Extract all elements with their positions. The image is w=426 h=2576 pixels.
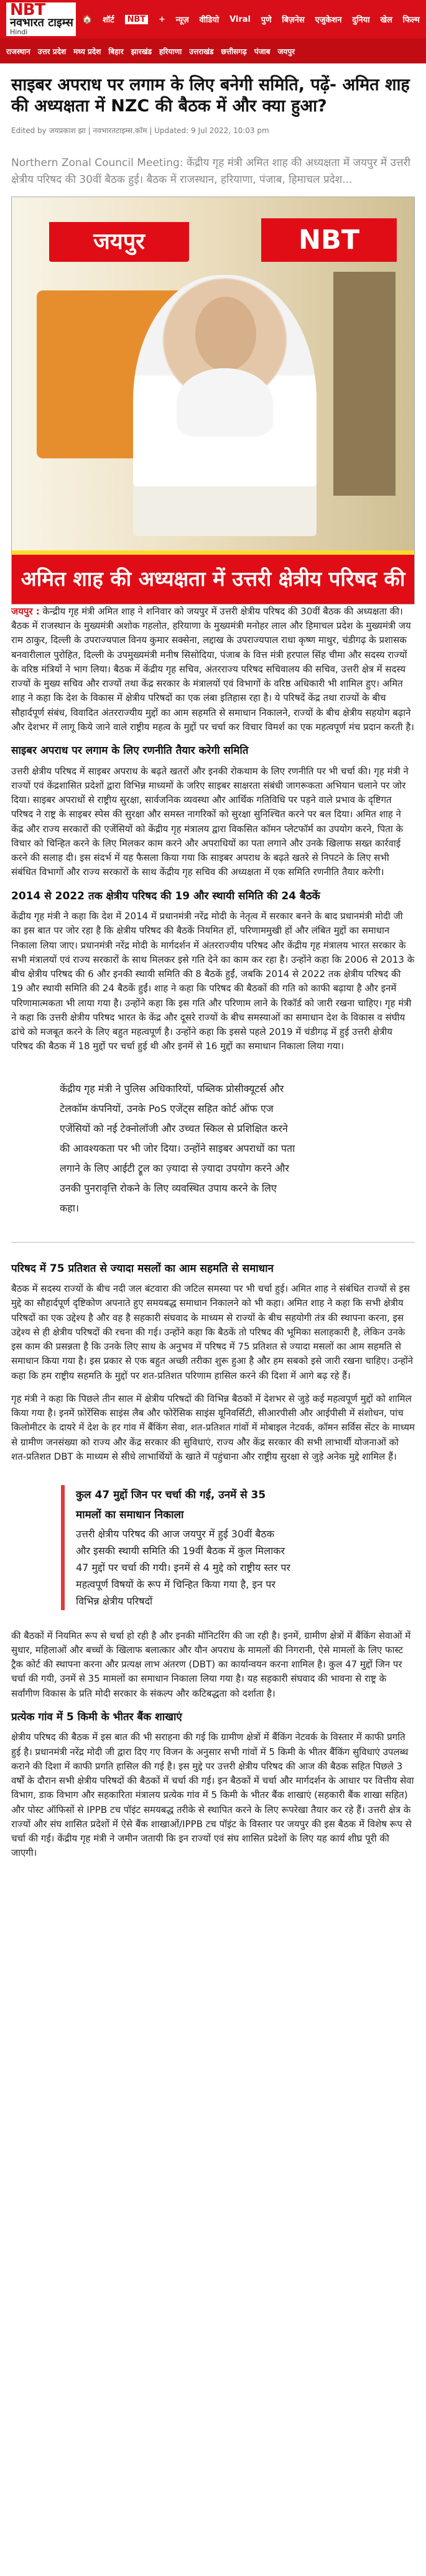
article-paragraph-5: गृह मंत्री ने कहा कि पिछले तीन साल में क्षेत्रीय परिषदों की विभिन्न बैठकों में देशभर से जुड़े कई महत्वपूर्ण मुद्दों को शामिल किया गया है। इनमें फ़ोरेंसिक साइंस लैब और फोरेंसिक साइंस यूनिवर्सिटी, सीआरपीसी और आईपीसी में संशोधन, पांच किलोमीटर के दायरे में देश के हर गांव में बैंकिंग सेवा, शत-प्रतिशत गांवों में मोबाइल नेटवर्क, कॉमन सर्विस सेंटर के माध्यम से ग्रामीण जनसंख्या को राज्य और केंद्र सरकार की सुविधाएं, राज्य और केंद्र सरकार की सभी लाभार्थी योजनाओं को शत-प्रतिशत DBT के माध्यम से सीधे लाभार्थियों के खाते में पहुंचाना और राष्ट्रीय सुरक्षा से जुड़े अनेक मुद्दे शामिल हैं।: [11, 1392, 415, 1462]
logo-mark: NBT: [10, 1, 45, 19]
hero-caption: अमित शाह की अध्यक्षता में उत्तरी क्षेत्रीय परिषद की: [12, 554, 414, 604]
highlight-box: [61, 1485, 291, 1610]
subnav-uttarakhand[interactable]: उत्तराखंड: [189, 47, 214, 56]
amit-shah-photo: [133, 275, 317, 536]
article-summary: Northern Zonal Council Meeting: केंद्रीय गृह मंत्री अमित शाह की अध्यक्षता में जयपुर में उत्तरी क्षेत्रीय परिषद की 30वीं बैठक हुई। बैठक में राजस्थान, हरियाणा, पंजाब, हिमाचल प्रदेश...: [11, 157, 410, 186]
nav-nbt[interactable]: NBT: [125, 15, 149, 24]
article-main: [0, 63, 426, 1861]
state-navigation: [0, 39, 426, 63]
nav-pune[interactable]: पुणे: [261, 16, 272, 25]
nav-business[interactable]: बिज़नेस: [282, 16, 305, 25]
nav-film[interactable]: फिल्म: [402, 16, 420, 25]
subnav-bihar[interactable]: बिहार: [108, 47, 124, 56]
dateline: जयपुर :: [11, 605, 40, 617]
logo-title: नवभारत टाइम्स: [10, 16, 73, 29]
nav-shorts[interactable]: शॉर्ट: [102, 16, 114, 25]
subnav-mp[interactable]: मध्य प्रदेश: [73, 47, 101, 56]
article-paragraph-4: बैठक में सदस्य राज्यों के बीच नदी जल बंटवारा की जटिल समस्या पर भी चर्चा हुई। अमित शाह ने संबंधित राज्यों से इस मुद्दे का सौहार्दपूर्ण दृष्टिकोण अपनाते हुए समयबद्ध समाधान निकालने को भी कहा। अमित शाह ने कहा कि सभी क्षेत्रीय परिषदों का एक उद्देश्य है और वह है सहकारी संघवाद के माध्यम से राज्यों के बीच सहयोगी तंत्र की स्थापना करना, इस उद्देश्य से ही क्षेत्रीय परिषदों की रचना की गई। उन्होंने कहा कि बैठकें तो परिषद की भूमिका सलाहकारी है, लेकिन उनके इस काम की प्रसन्नता है कि उनके लिए साथ के अनुभव में परिषद में 75 प्रतिशत से ज्यादा मसलों का आम सहमति से समाधान किया गया है। इस प्रकार से एक बहुत अच्छी तरीका शुरू हुआ है और हम सबको इसे जारी रखना चाहिए। उन्होंने कहा कि हम राष्ट्रीय सहमति के मुद्दों पर शत-प्रतिशत परिणाम हासिल करने की दिशा में आगे बढ़ रहे हैं।: [11, 1283, 414, 1381]
highlight-body: उत्तरी क्षेत्रीय परिषद की आज जयपुर में हुई 30वीं बैठक और इसकी स्थायी समिति की 19वीं बैठक में कुल मिलाकर 47 मुद्दों पर चर्चा की गयी। इनमें से 4 मुद्दे को राष्ट्रीय स्तर पर महत्वपूर्ण विषयों के रूप में चिन्हित किया गया है, इन पर विभिन्न क्षेत्रीय परिषदों: [76, 1527, 290, 1608]
article-paragraph-7: क्षेत्रीय परिषद की बैठक में इस बात की भी सराहना की गई कि ग्रामीण क्षेत्रों में बैंकिंग नेटवर्क के विस्तार में काफी प्रगति हुई है। प्रधानमंत्री नरेंद्र मोदी जी द्वारा दिए गए विजन के अनुसार सभी गांवों में 5 किमी के भीतर बैंकिंग सुविधाएं उपलब्ध कराने की दिशा में काफी प्रगति हासिल की गई है। इस मुद्दे पर उत्तरी क्षेत्रीय परिषद की आज की बैठक सहित पिछले 3 वर्षों के दौरान सभी क्षेत्रीय परिषदों की बैठकों में चर्चा की गई। इन बैठकों में चर्चा और मार्गदर्शन के आधार पर वित्तीय सेवा विभाग, डाक विभाग और सहकारिता मंत्रालय प्रत्येक गांव में 5 किमी के भीतर बैंक शाखाएं (सहकारी बैंक शाखा सहित) और पोस्ट ऑफिसों से IPPB टच पॉइंट समयबद्ध तरीके से स्थापित करने के लिए रूपरेखा तैयार कर रहे हैं। उत्तरी क्षेत्र के राज्यों और संघ शासित प्रदेशों में ऐसे बैंक शाखाओं/IPPB टच पॉइंट के विस्तार पर जयपुर की इस बैठक में विशेष रूप से चर्चा की गई। केंद्रीय गृह मंत्री ने जमीन जतायी कि इन राज्यों एवं संघ शासित प्रदेशों के लिए यह कार्य शीघ्र पूरी की जाएगी।: [11, 1731, 414, 1859]
subnav-jharkhand[interactable]: झारखंड: [131, 47, 152, 56]
nav-video[interactable]: वीडियो: [199, 16, 220, 25]
subnav-rajasthan[interactable]: राजस्थान: [6, 47, 30, 56]
section-title-consensus: परिषद में 75 प्रतिशत से ज्यादा मसलों का आम सहमति से समाधान: [11, 1262, 274, 1275]
subnav-up[interactable]: उत्तर प्रदेश: [37, 47, 67, 56]
section-divider: [11, 1242, 415, 1243]
article-paragraph-6: की बैठकों में नियमित रूप से चर्चा हो रही है और इनकी मॉनिटरिंग की जा रही है। इनमें, ग्रामीण क्षेत्रों में बैंकिंग सेवाओं में सुधार, महिलाओं और बच्चों के खिलाफ बलात्कार और यौन अपराध के मामलों की निगरानी, ऐसे मामलों के लिए फास्ट ट्रैक कोर्ट की स्थापना करना और प्रत्यक्ष लाभ अंतरण (DBT) का कार्यान्वयन करना शामिल है। कुल 47 मुद्दों जिन पर चर्चा की गयी, उनमें से 35 मामलों का समाधान निकाला लिया गया है। यह सहकारी संघवाद की भावना से राष्ट्र के सर्वांगीण विकास के प्रति मोदी सरकार के संकल्प और कटिबद्धता को दर्शाता है।: [11, 1629, 411, 1699]
article-paragraph-1-text: केन्द्रीय गृह मंत्री अमित शाह ने शनिवार को जयपुर में उत्तरी क्षेत्रीय परिषद की 30वीं बैठक की अध्यक्षता की। बैठक में राजस्थान के मुख्यमंत्री अशोक गहलोत, हरियाणा के मुख्यमंत्री मनोहर लाल और हिमाचल प्रदेश के मुख्यमंत्री जय राम ठाकुर, दिल्ली के उपराज्यपाल विनय कुमार सक्सेना, लद्दाख के उपराज्यपाल राधा कृष्ण माथुर, चंडीगढ़ के प्रशासक बनवारीलाल पुरोहित, दिल्ली के उपमुख्यमंत्री मनीष सिसोदिया, पंजाब के वित्त मंत्री हरपाल सिंह चीमा और सदस्य राज्यों के वरिष्ठ मंत्रियों ने भाग लिया। बैठक में केंद्रीय गृह सचिव, अंतरराज्य परिषद सचिवालय की सचिव, उत्तरी क्षेत्र में सदस्य राज्यों के मुख्य सचिव और राज्यों तथा केंद्र सरकार के मंत्रालयों एवं विभागों के वरिष्ठ अधिकारी भी शामिल हुए। अमित शाह ने कहा कि देश के विकास में क्षेत्रीय परिषदों का एक लंबा इतिहास रहा है। ये परिषदें केंद्र तथा राज्यों के बीच सौहार्दपूर्ण संबंध, विवादित अंतरराज्यीय मुद्दों का आम सहमति से समाधान निकालने, राज्यों के बीच क्षेत्रीय सहयोग बढ़ाने और देशभर में लागू किये जाने वाले राष्ट्रीय महत्व के मुद्दों पर चर्चा कर विचार विमर्श का एक महत्वपूर्ण मंच प्रदान करती है।: [11, 605, 414, 733]
article-title: साइबर अपराध पर लगाम के लिए बनेगी समिति, पढ़ें- अमित शाह की अध्यक्षता में NZC की बैठक में और क्या हुआ?: [11, 75, 410, 116]
highlight-title: कुल 47 मुद्दों जिन पर चर्चा की गई, उनमें से 35 मामलों का समाधान निकाला: [76, 1489, 266, 1522]
section-title-cyber-crime: साइबर अपराध पर लगाम के लिए रणनीति तैयार करेगी समिति: [11, 744, 249, 758]
section-title-bank-branches: प्रत्येक गांव में 5 किमी के भीतर बैंक शाखाएं: [11, 1710, 182, 1723]
nav-education[interactable]: एजुकेशन: [315, 16, 342, 25]
site-header: [0, 0, 426, 39]
subnav-chhattisgarh[interactable]: छत्तीसगढ़: [221, 47, 247, 56]
section-title-meetings: 2014 से 2022 तक क्षेत्रीय परिषद की 19 और स्थायी समिति की 24 बैठकें: [11, 889, 320, 902]
home-icon[interactable]: 🏠: [82, 14, 93, 24]
nav-viral[interactable]: Viral: [229, 14, 251, 24]
article-paragraph-1: [11, 605, 415, 734]
nav-news[interactable]: न्यूज़: [175, 16, 189, 25]
nav-plus[interactable]: +: [158, 14, 165, 24]
hero-location-banner: जयपुर: [49, 222, 189, 262]
article-paragraph-3: केंद्रीय गृह मंत्री ने कहा कि देश में 2014 में प्रधानमंत्री नरेंद्र मोदी के नेतृत्व में सरकार बनने के बाद प्रधानमंत्री मोदी जी का इस बात पर जोर रहा है कि क्षेत्रीय परिषद की बैठकें नियमित हों, परिणाममुखी हों और लंबित मुद्दों का समाधान निकाला लिया जाए। प्रधानमंत्री नरेंद्र मोदी के मार्गदर्शन में अंतरराज्यीय परिषद और केंद्रीय गृह मंत्रालय भारत सरकार के सभी मंत्रालयों एवं राज्य सरकारों के साथ मिलकर इसे गति देने का काम कर रहा है। उन्होंने कहा कि 2006 से 2013 के बीच क्षेत्रीय परिषद की 6 और इनकी स्थायी समिति की 8 बैठकें हुईं, जबकि 2014 से 2022 तक क्षेत्रीय परिषद की 19 और स्थायी समिति की 24 बैठकें हुईं। शाह ने कहा कि परिषद की बैठकों की गति को काफी बढ़ाया है और इनमें परिणामात्मकता भी लाया गया है। उन्होंने कहा कि इस गति और परिणाम लाने के रिकॉर्ड को जारी रखना चाहिए। गृह मंत्री ने कहा कि उत्तरी क्षेत्रीय परिषद भारत के केंद्र और दूसरे राज्यों के बीच समस्याओं का समाधान देश के विकास व संघीय ढांचे को मजबूत करने के लिए बहुत महत्वपूर्ण है। उन्होंने कहा कि इससे पहले 2019 में चंडीगढ़ में हुई उत्तरी क्षेत्रीय परिषद की बैठक में 18 मुद्दों पर चर्चा हुई थी और इनमें से 16 मुद्दों का समाधान निकाला लिया गया।: [11, 910, 415, 1052]
subnav-punjab[interactable]: पंजाब: [254, 47, 271, 56]
nav-world[interactable]: दुनिया: [352, 16, 370, 25]
nav-sports[interactable]: खेल: [380, 16, 392, 25]
main-navigation: [76, 14, 420, 25]
article-hero-image: [11, 197, 415, 605]
logo-language: Hindi: [10, 28, 28, 36]
subnav-jaipur[interactable]: जयपुर: [277, 47, 295, 56]
hero-nbt-banner: NBT: [261, 218, 397, 262]
article-meta: Edited by जयप्रकाश झा | नवभारतटाइम्स.कॉम | Updated: 9 Jul 2022, 10:03 pm: [11, 126, 269, 135]
site-logo[interactable]: [6, 2, 76, 36]
subnav-haryana[interactable]: हरियाणा: [159, 47, 182, 56]
article-paragraph-2: उत्तरी क्षेत्रीय परिषद में साइबर अपराध के बढ़ते खतरों और इनकी रोकथाम के लिए रणनीति पर भी चर्चा की। गृह मंत्री ने राज्यों एवं केंद्रशासित प्रदेशों द्वारा विभिन्न माध्यमों के जरिए साइबर साक्षरता संबंधी जागरूकता अभियान चलाने पर जोर दिया। साइबर अपराधों से राष्ट्रीय सुरक्षा, सार्वजनिक व्यवस्था और आर्थिक गतिविधि पर पड़ने वाले प्रभाव के दृष्टिगत परिषद ने राष्ट्र के साइबर स्पेस की सुरक्षा और समस्त नागरिकों को सुरक्षा सुनिश्चित करने पर बल दिया। अमित शाह ने केंद्र और राज्य सरकारों की एजेंसियों को केंद्रीय गृह मंत्रालय द्वारा विकसित कॉमन प्लेटफॉर्म का उपयोग करने, पिता के विचार को चिन्हित करने के लिए मिलकर काम करने और अपराधियों का पता लगाने और उनके खिलाफ सख्त कार्रवाई करने की सलाह दी। इस संदर्भ में यह फैसला किया गया कि साइबर अपराध के बढ़ते खतरे से निपटने के लिए सभी संबंधित विभागों और राज्य सरकारों के साथ केंद्रीय गृह सचिव की अध्यक्षता में एक समिति रणनीति तैयार करेगी।: [11, 765, 409, 878]
pull-quote: केंद्रीय गृह मंत्री ने पुलिस अधिकारियों, पब्लिक प्रोसीक्यूटर्स और टेलकॉम कंपनियों, उनके PoS एजेंट्स सहित कोर्ट ऑफ एज एजेंसियों को नई टेक्नोलॉजी और उच्चत स्किल से प्रशिक्षित करने की आवश्यकता पर भी जोर दिया। उन्होंने साइबर अपराधों का पता लगाने के लिए आईटी ट्रूल का ज़्यादा से ज़्यादा उपयोग करने और उनकी पुनरावृत्ति रोकने के लिए व्यवस्थित उपाय करने के लिए कहा।: [60, 1082, 295, 1214]
